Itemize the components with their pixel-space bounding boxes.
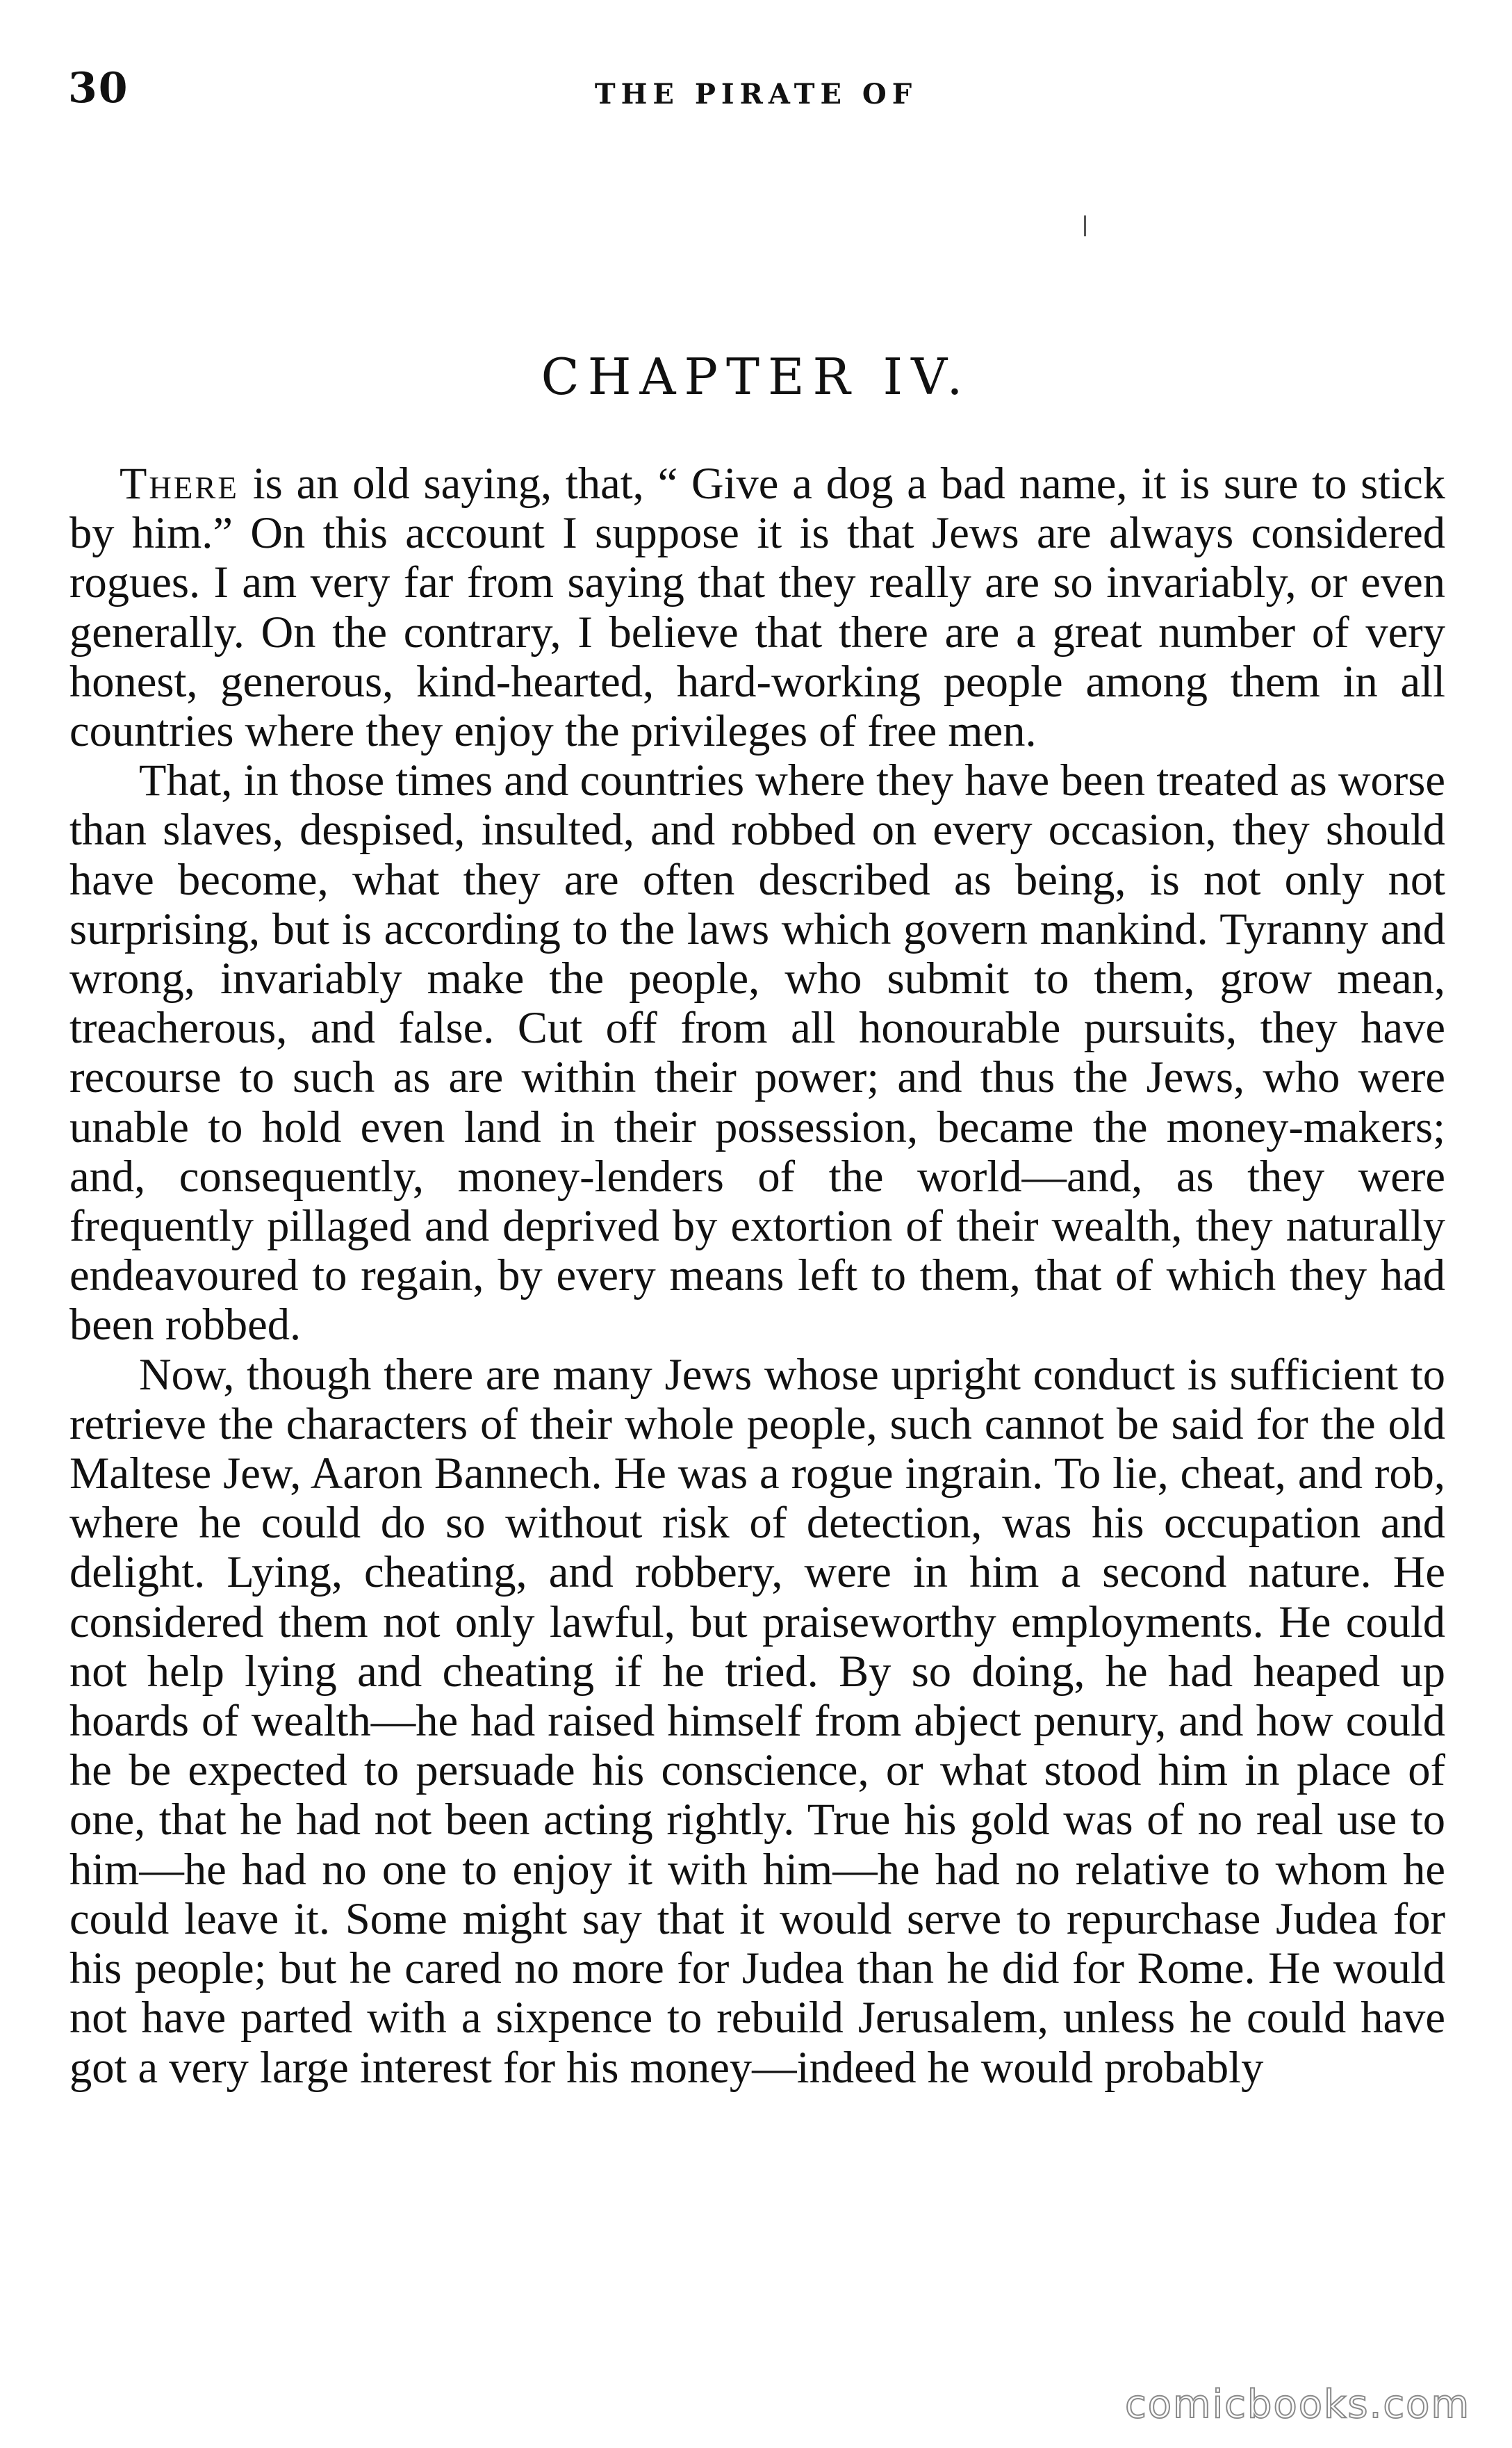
print-speck — [1084, 215, 1086, 236]
page-number: 30 — [68, 64, 129, 113]
paragraph-1-text: is an old saying, that, “ Give a dog a bad name, it is sure to stick by him.” On this account I suppose it is that Jews are always considered rogues. I am very far from saying that they really are so invariably, or even generally. On the contrary, I believe that there are a great number of very honest, generous, kind-hearted, hard-working people among them in all countries where they enjoy the privileges of free men. — [69, 459, 1445, 756]
paragraph-1 — [69, 459, 1445, 756]
watermark: comicbooks.com — [1124, 2382, 1470, 2427]
paragraph-3: Now, though there are many Jews whose upright conduct is sufficient to retrieve the characters of their whole people, such cannot be said for the old Maltese Jew, Aaron Bannech. He was a rogue ingrain. To lie, cheat, and rob, where he could do so without risk of detection, was his occupation and delight. Lying, cheating, and robbery, were in him a second nature. He considered them not only lawful, but praiseworthy employments. He could not help lying and cheating if he tried. By so doing, he had heaped up hoards of wealth—he had raised himself from abject penury, and how could he be expected to persuade his conscience, or what stood him in place of one, that he had not been acting rightly. True his gold was of no real use to him—he had no one to enjoy it with him—he had no relative to whom he could leave it. Some might say that it would serve to repurchase Judea for his people; but he cared no more for Judea than he did for Rome. He would not have parted with a sixpence to rebuild Jerusalem, unless he could have got a very large interest for his money—indeed he would probably — [69, 1349, 1445, 2092]
body-text — [69, 459, 1445, 2092]
running-title: THE PIRATE OF — [594, 78, 918, 111]
chapter-title: CHAPTER IV. — [541, 348, 971, 406]
paragraph-1-lead-word: There — [120, 459, 239, 508]
paragraph-2: That, in those times and countries where they have been treated as worse than slaves, despised, insulted, and robbed on every occasion, they should have become, what they are often described as being, is not only not surprising, but is according to the laws which govern mankind. Tyranny and wrong, invariably make the people, who submit to them, grow mean, treacherous, and false. Cut off from all honourable pursuits, they have recourse to such as are within their power; and thus the Jews, who were unable to hold even land in their possession, became the money-makers; and, consequently, money-lenders of the world—and, as they were frequently pillaged and deprived by extortion of their wealth, they naturally endeavoured to regain, by every means left to them, that of which they had been robbed. — [69, 756, 1445, 1350]
